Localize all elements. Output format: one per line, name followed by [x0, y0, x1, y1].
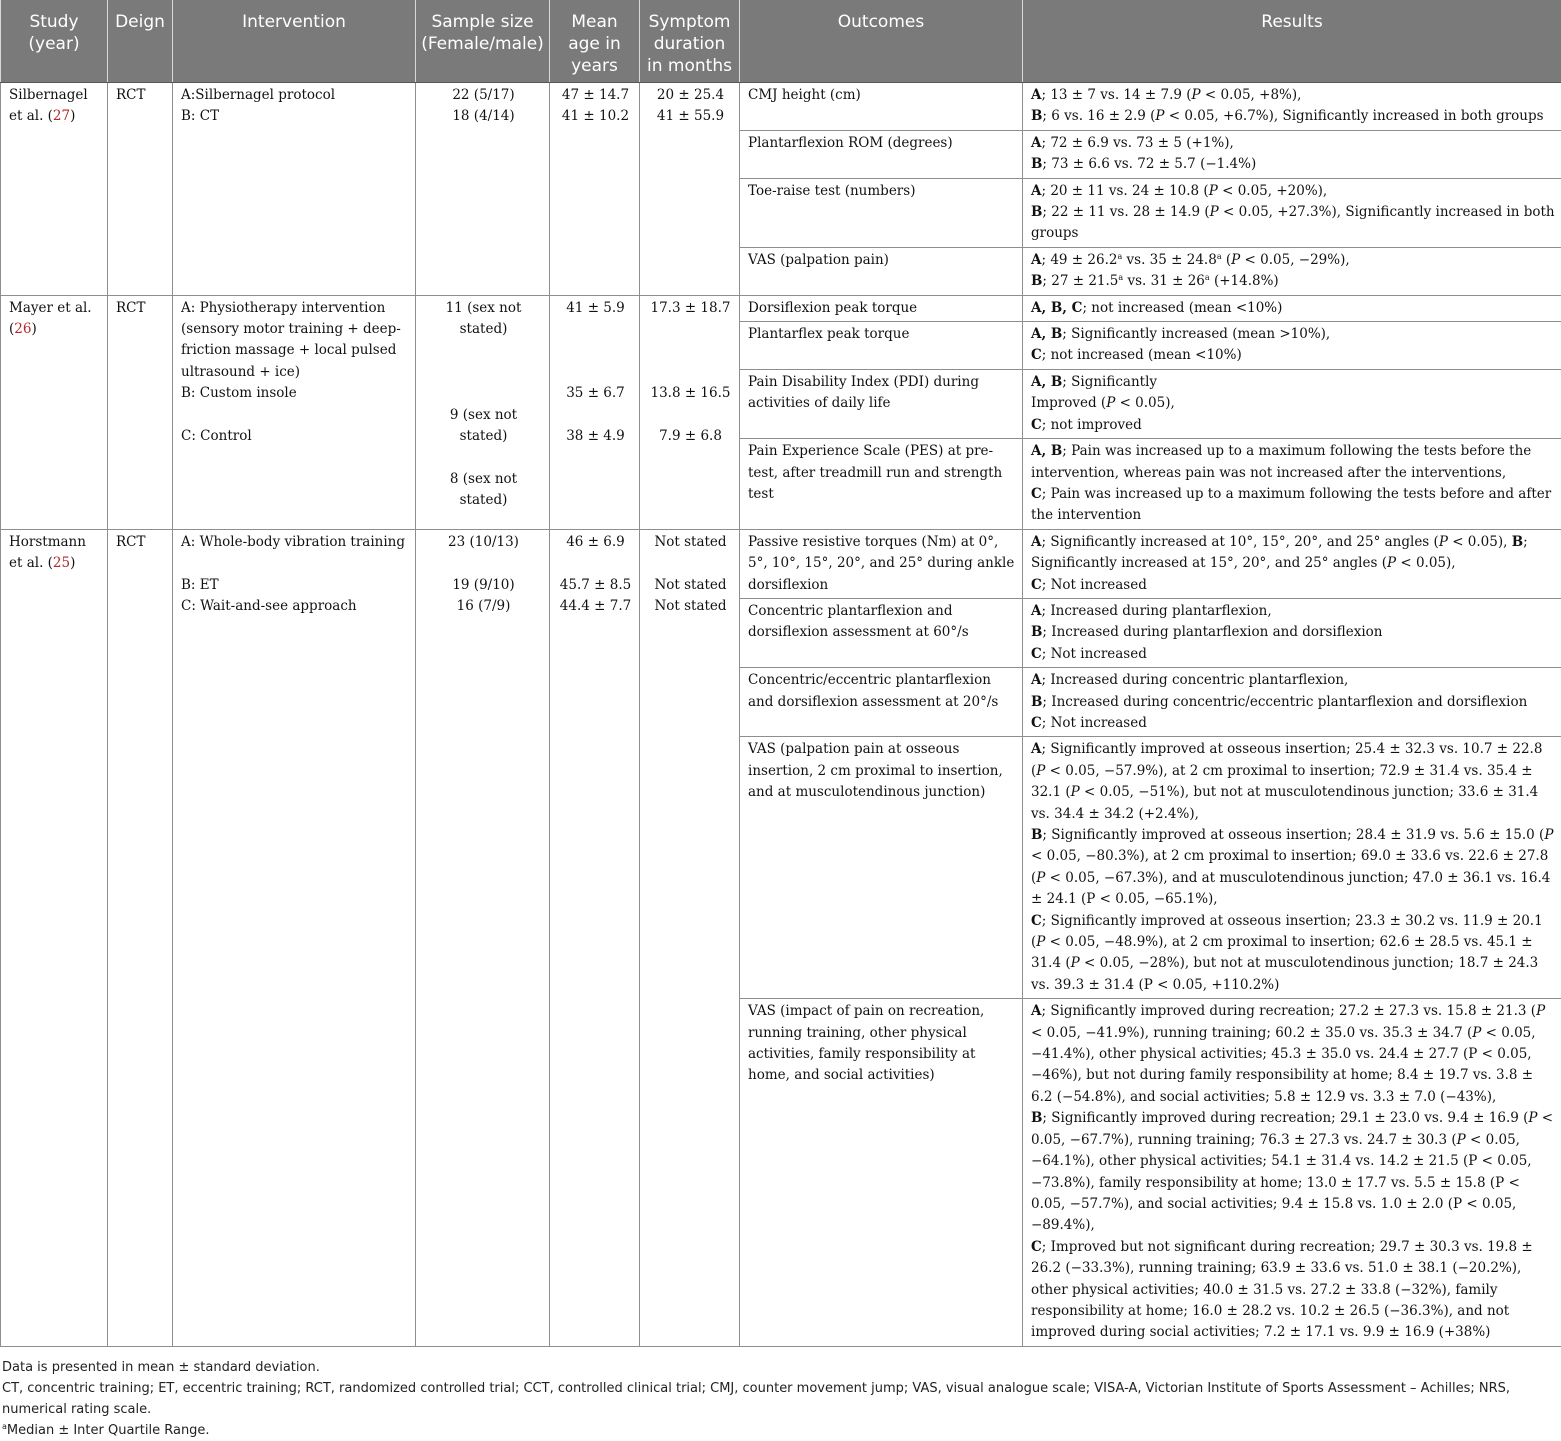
result-text: < 0.05, −57.9%), at 2 cm proximal to insertion; 72.9 ± 31.4 vs. 35.4 ± 32.1 ( — [1031, 763, 1533, 800]
superscript-marker: a — [1217, 252, 1222, 261]
design-value: RCT — [116, 300, 146, 316]
results-cell — [1023, 83, 1561, 131]
header-results: Results — [1023, 0, 1561, 83]
study-name-line — [9, 319, 101, 340]
result-line — [1031, 911, 1555, 997]
sample-size-line — [424, 340, 543, 361]
sample-size-line: 9 (sex not stated) — [424, 405, 543, 448]
result-line — [1031, 324, 1555, 345]
group-label: B — [1031, 156, 1042, 172]
header-symptom-duration: Symptom duration in months — [640, 0, 740, 83]
group-label: A, B — [1031, 374, 1062, 390]
intervention-line — [181, 405, 409, 426]
result-text: ; 20 ± 11 vs. 24 ± 10.8 ( — [1041, 183, 1208, 199]
result-text: ; Significantly improved at osseous insertion; 25.4 ± 32.3 vs. 10.7 ± 22.8 ( — [1031, 741, 1542, 778]
mean-age-line: 46 ± 6.9 — [558, 532, 633, 553]
group-label: C — [1031, 577, 1042, 593]
symptom-duration-line: 7.9 ± 6.8 — [648, 426, 733, 447]
result-text: ; Increased during plantarflexion, — [1041, 603, 1271, 619]
footnote-marker: a — [2, 1422, 7, 1431]
table-footnotes — [0, 1357, 1561, 1441]
outcome-text: Toe-raise test (numbers) — [748, 183, 915, 199]
symptom-duration-line — [648, 553, 733, 574]
p-symbol: P — [1209, 183, 1218, 199]
sample-size-line: 18 (4/14) — [424, 106, 543, 127]
result-text: < 0.05, −67.7%), running training; 76.3 ± 27.3 vs. 24.7 ± 30.3 ( — [1031, 1110, 1553, 1147]
study-name-part: et al. ( — [9, 108, 53, 124]
result-line — [1031, 484, 1555, 527]
symptom-duration-line: Not stated — [648, 532, 733, 553]
results-cell — [1023, 598, 1561, 667]
result-text: ; not increased (mean <10%) — [1082, 300, 1282, 316]
study-cell — [1, 295, 108, 529]
intervention-line — [181, 553, 409, 574]
symptom-duration-line — [648, 405, 733, 426]
result-text: ; 22 ± 11 vs. 28 ± 14.9 ( — [1042, 204, 1209, 220]
result-text: < 0.05), — [1448, 534, 1512, 550]
intervention-line: B: ET — [181, 575, 409, 596]
outcome-cell — [740, 439, 1023, 530]
result-text: ; not improved — [1042, 417, 1142, 433]
p-symbol: P — [1457, 1132, 1466, 1148]
outcome-text: Dorsiflexion peak torque — [748, 300, 917, 316]
result-line — [1031, 154, 1555, 175]
sample-size-line: 8 (sex not stated) — [424, 469, 543, 512]
group-label: A — [1031, 534, 1041, 550]
result-text: ; Not increased — [1042, 577, 1147, 593]
result-text: ; Significantly improved during recreation; 27.2 ± 27.3 vs. 15.8 ± 21.3 ( — [1041, 1003, 1536, 1019]
intervention-line: (sensory motor training + deep- — [181, 319, 409, 340]
p-symbol: P — [1231, 252, 1240, 268]
result-text: < 0.05, −51%), but not at musculotendinous junction; 33.6 ± 31.4 vs. 34.4 ± 34.2 (+2.4%), — [1031, 784, 1538, 821]
intervention-cell — [173, 295, 416, 529]
result-line — [1031, 85, 1555, 106]
result-line — [1031, 713, 1555, 734]
outcome-cell — [740, 322, 1023, 370]
mean-age-cell — [550, 83, 640, 296]
results-cell — [1023, 668, 1561, 737]
result-text: ; 13 ± 7 vs. 14 ± 7.9 ( — [1041, 87, 1191, 103]
result-text: < 0.05, +20%), — [1218, 183, 1327, 199]
result-line — [1031, 106, 1555, 127]
footnote-median-iqr: $^a$Median ± Inter Quartile Range. — [2, 1420, 1561, 1441]
symptom-duration-cell — [640, 83, 740, 296]
sample-size-line: 19 (9/10) — [424, 575, 543, 596]
mean-age-line: 41 ± 5.9 — [558, 298, 633, 319]
result-line — [1031, 345, 1555, 366]
result-text: ; not increased (mean <10%) — [1042, 347, 1242, 363]
group-label: A, B — [1031, 443, 1062, 459]
mean-age-line — [558, 319, 633, 340]
group-label: B — [1031, 273, 1042, 289]
study-name-part: ( — [9, 321, 14, 337]
sample-size-line: 23 (10/13) — [424, 532, 543, 553]
group-label: C — [1031, 486, 1042, 502]
study-name-line: Silbernagel — [9, 85, 101, 106]
result-text: ; Significantly increased (mean >10%), — [1062, 326, 1330, 342]
result-text: < 0.05, −67.3%), and at musculotendinous junction; 47.0 ± 36.1 vs. 16.4 ± 24.1 (P < 0.05, −65.1%), — [1031, 870, 1550, 907]
intervention-line: ultrasound + ice) — [181, 362, 409, 383]
table-row — [1, 83, 1561, 131]
result-line — [1031, 298, 1555, 319]
outcome-text: Pain Experience Scale (PES) at pre-test, after treadmill run and strength test — [748, 443, 1002, 502]
sample-size-cell — [416, 295, 550, 529]
mean-age-line — [558, 340, 633, 361]
group-label: B — [1031, 624, 1042, 640]
reference-link[interactable]: 26 — [14, 321, 31, 337]
paren-close: ) — [70, 555, 75, 571]
outcome-text: Pain Disability Index (PDI) during activities of daily life — [748, 374, 979, 411]
group-label: C — [1031, 715, 1042, 731]
intervention-line: A: Whole-body vibration training — [181, 532, 409, 553]
sample-size-line — [424, 447, 543, 468]
sample-size-line — [424, 383, 543, 404]
result-text: ; Pain was increased up to a maximum following the tests before the intervention, whereas pain was not increased after the interventions, — [1031, 443, 1531, 480]
outcome-text: VAS (palpation pain) — [748, 252, 889, 268]
result-line — [1031, 825, 1555, 911]
p-symbol: P — [1071, 784, 1080, 800]
result-text: < 0.05, −28%), but not at musculotendinous junction; 18.7 ± 24.3 vs. 39.3 ± 31.4 (P < 0.05, +110.2%) — [1031, 955, 1538, 992]
group-label: B — [1512, 534, 1523, 550]
outcome-text: Plantarflexion ROM (degrees) — [748, 135, 953, 151]
p-symbol: P — [1036, 870, 1045, 886]
symptom-duration-cell — [640, 529, 740, 1346]
result-line — [1031, 739, 1555, 825]
result-line — [1031, 1001, 1555, 1108]
p-symbol: P — [1472, 1025, 1481, 1041]
symptom-duration-line: 20 ± 25.4 — [648, 85, 733, 106]
result-text: ; Improved but not significant during recreation; 29.7 ± 30.3 vs. 19.8 ± 26.2 (−33.3%), running training; 63.9 ± 33.6 vs. 51.0 ± 38.1 (−20.2%), other physical activities; 40.0 ± 31.5 vs. 27.2 ± 33.8 (−32%), family responsibility at home; 16.0 ± 28.2 vs. 10.2 ± 26.5 (−36.3%), and not improved during social activities; 7.2 ± 17.1 vs. 9.9 ± 16.9 (+38%) — [1031, 1239, 1533, 1341]
group-label: A — [1031, 672, 1041, 688]
p-symbol: P — [1210, 204, 1219, 220]
group-label: C — [1031, 347, 1042, 363]
p-symbol: P — [1106, 395, 1115, 411]
p-symbol: P — [1387, 555, 1396, 571]
symptom-duration-line — [648, 319, 733, 340]
results-cell — [1023, 130, 1561, 178]
result-text: ; Significantly improved at osseous insertion; 23.3 ± 30.2 vs. 11.9 ± 20.1 ( — [1031, 913, 1543, 950]
sample-size-line: 16 (7/9) — [424, 596, 543, 617]
group-label: A — [1031, 135, 1041, 151]
study-name-line — [9, 106, 101, 127]
p-symbol: P — [1528, 1110, 1537, 1126]
superscript-marker: a — [1117, 252, 1122, 261]
result-text: < 0.05), — [1115, 395, 1175, 411]
group-label: B — [1031, 108, 1042, 124]
paren-close: ) — [70, 108, 75, 124]
group-label: B — [1031, 204, 1042, 220]
outcome-cell — [740, 178, 1023, 247]
results-cell — [1023, 529, 1561, 598]
group-label: A — [1031, 603, 1041, 619]
p-symbol: P — [1071, 955, 1080, 971]
result-text: < 0.05, −80.3%), at 2 cm proximal to insertion; 69.0 ± 33.6 vs. 22.6 ± 27.8 ( — [1031, 848, 1548, 885]
group-label: A — [1031, 252, 1041, 268]
table-row — [1, 529, 1561, 598]
result-line — [1031, 644, 1555, 665]
results-cell — [1023, 999, 1561, 1347]
study-name-line: Mayer et al. — [9, 298, 101, 319]
study-name-line: Horstmann — [9, 532, 101, 553]
design-cell — [108, 529, 173, 1346]
result-text: ; Pain was increased up to a maximum following the tests before and after the intervention — [1031, 486, 1551, 523]
outcome-text: VAS (impact of pain on recreation, running training, other physical activities, family responsibility at home, and social activities) — [748, 1003, 984, 1083]
outcome-cell — [740, 999, 1023, 1347]
result-text: ; Increased during plantarflexion and dorsiflexion — [1042, 624, 1382, 640]
sample-size-line — [424, 553, 543, 574]
table-body — [1, 83, 1561, 1347]
group-label: C — [1031, 417, 1042, 433]
result-text: ; Not increased — [1042, 646, 1147, 662]
group-label: B — [1031, 694, 1042, 710]
group-label: C — [1031, 646, 1042, 662]
result-line — [1031, 250, 1555, 271]
intervention-cell — [173, 83, 416, 296]
group-label: A — [1031, 741, 1041, 757]
group-label: C — [1031, 1239, 1042, 1255]
p-symbol: P — [1536, 1003, 1545, 1019]
symptom-duration-line: 13.8 ± 16.5 — [648, 383, 733, 404]
symptom-duration-line: Not stated — [648, 596, 733, 617]
intervention-line: friction massage + local pulsed — [181, 340, 409, 361]
result-text: ; Increased during concentric/eccentric plantarflexion and dorsiflexion — [1042, 694, 1527, 710]
header-intervention: Intervention — [173, 0, 416, 83]
result-line — [1031, 692, 1555, 713]
p-symbol: P — [1036, 763, 1045, 779]
result-text: ; Significantly improved at osseous insertion; 28.4 ± 31.9 vs. 5.6 ± 15.0 ( — [1042, 827, 1544, 843]
p-symbol: P — [1192, 87, 1201, 103]
sample-size-line: 11 (sex not stated) — [424, 298, 543, 341]
result-text: < 0.05, −48.9%), at 2 cm proximal to insertion; 62.6 ± 28.5 vs. 45.1 ± 31.4 ( — [1031, 934, 1533, 971]
symptom-duration-line: 17.3 ± 18.7 — [648, 298, 733, 319]
result-text: Improved ( — [1031, 395, 1106, 411]
results-cell — [1023, 247, 1561, 295]
symptom-duration-line — [648, 340, 733, 361]
outcome-cell — [740, 130, 1023, 178]
group-label: A — [1031, 1003, 1041, 1019]
result-text: < 0.05, −29%), — [1240, 252, 1349, 268]
outcome-text: Concentric/eccentric plantarflexion and dorsiflexion assessment at 20°/s — [748, 672, 998, 709]
header-row — [1, 0, 1561, 83]
result-line — [1031, 1237, 1555, 1344]
group-label: C — [1031, 913, 1042, 929]
result-text: < 0.05, +27.3%), Significantly increased in both groups — [1031, 204, 1555, 241]
symptom-duration-line: Not stated — [648, 575, 733, 596]
sample-size-cell — [416, 529, 550, 1346]
p-symbol: P — [1544, 827, 1553, 843]
p-symbol: P — [1036, 934, 1045, 950]
result-text: ; Increased during concentric plantarflexion, — [1041, 672, 1348, 688]
result-line — [1031, 415, 1555, 436]
table-row — [1, 295, 1561, 321]
outcome-cell — [740, 247, 1023, 295]
result-text: < 0.05, +6.7%), Significantly increased in both groups — [1164, 108, 1543, 124]
result-line — [1031, 1108, 1555, 1236]
result-text: < 0.05, −41.4%), other physical activities; 45.3 ± 35.0 vs. 24.4 ± 27.7 (P < 0.05, −46%), but not during family responsibility at home; 8.4 ± 19.7 vs. 3.8 ± 6.2 (−54.8%), and social activities; 5.8 ± 12.9 vs. 3.3 ± 7.0 (−43%), — [1031, 1025, 1536, 1105]
group-label: A — [1031, 183, 1041, 199]
study-name-line — [9, 553, 101, 574]
mean-age-line — [558, 405, 633, 426]
header-design: Deign — [108, 0, 173, 83]
design-value: RCT — [116, 534, 146, 550]
p-symbol: P — [1439, 534, 1448, 550]
result-text: ; 6 vs. 16 ± 2.9 ( — [1042, 108, 1155, 124]
outcome-text: Plantarflex peak torque — [748, 326, 909, 342]
result-text: ; Significantly — [1062, 374, 1157, 390]
outcome-cell — [740, 737, 1023, 999]
result-text: ; 27 ± 21.5$^a$ vs. $31 \pm 26^a$ (+14.8%) — [1042, 273, 1278, 289]
mean-age-line: 44.4 ± 7.7 — [558, 596, 633, 617]
superscript-marker: a — [1205, 273, 1210, 282]
outcome-cell — [740, 295, 1023, 321]
result-line — [1031, 372, 1555, 393]
outcome-cell — [740, 529, 1023, 598]
study-cell — [1, 529, 108, 1346]
footnote-mean-sd: Data is presented in mean ± standard deviation. — [2, 1357, 1561, 1378]
results-cell — [1023, 439, 1561, 530]
group-label: A, B, C — [1031, 300, 1082, 316]
design-cell — [108, 295, 173, 529]
superscript-marker: a — [1118, 273, 1123, 282]
result-line — [1031, 202, 1555, 245]
result-line — [1031, 575, 1555, 596]
intervention-line: C: Control — [181, 426, 409, 447]
result-line — [1031, 181, 1555, 202]
group-label: A, B — [1031, 326, 1062, 342]
symptom-duration-line — [648, 362, 733, 383]
result-line — [1031, 532, 1555, 575]
result-text: ; Not increased — [1042, 715, 1147, 731]
result-line — [1031, 393, 1555, 414]
sample-size-line — [424, 362, 543, 383]
intervention-line: C: Wait-and-see approach — [181, 596, 409, 617]
intervention-line: A: Physiotherapy intervention — [181, 298, 409, 319]
result-text: < 0.05), — [1396, 555, 1456, 571]
outcome-text: VAS (palpation pain at osseous insertion, 2 cm proximal to insertion, and at musculotendinous junction) — [748, 741, 1003, 800]
study-name-part: et al. ( — [9, 555, 53, 571]
mean-age-line: 47 ± 14.7 — [558, 85, 633, 106]
result-line — [1031, 670, 1555, 691]
paren-close: ) — [31, 321, 36, 337]
mean-age-line: 41 ± 10.2 — [558, 106, 633, 127]
outcome-cell — [740, 369, 1023, 438]
mean-age-line: 38 ± 4.9 — [558, 426, 633, 447]
mean-age-cell — [550, 295, 640, 529]
symptom-duration-line: 41 ± 55.9 — [648, 106, 733, 127]
result-text: ; Significantly increased at 15°, 20°, and 25° angles ( — [1031, 534, 1528, 571]
mean-age-line — [558, 362, 633, 383]
outcome-text: Passive resistive torques (Nm) at 0°, 5°, 10°, 15°, 20°, and 25° during ankle dorsiflexion — [748, 534, 1014, 593]
sample-size-cell — [416, 83, 550, 296]
intervention-line: A:Silbernagel protocol — [181, 85, 409, 106]
result-text: ; 73 ± 6.6 vs. 72 ± 5.7 (−1.4%) — [1042, 156, 1256, 172]
results-cell — [1023, 737, 1561, 999]
result-text: < 0.05, −64.1%), other physical activities; 54.1 ± 31.4 vs. 14.2 ± 21.5 (P < 0.05, −73.8%), family responsibility at home; 13.0 ± 17.7 vs. 5.5 ± 15.8 (P < 0.05, −57.7%), and social activities; 9.4 ± 15.8 vs. 1.0 ± 2.0 (P < 0.05, −89.4%), — [1031, 1132, 1532, 1234]
header-outcomes: Outcomes — [740, 0, 1023, 83]
intervention-line: B: Custom insole — [181, 383, 409, 404]
outcome-cell — [740, 83, 1023, 131]
results-cell — [1023, 369, 1561, 438]
mean-age-line: 35 ± 6.7 — [558, 383, 633, 404]
result-line — [1031, 441, 1555, 484]
header-study: Study (year) — [1, 0, 108, 83]
result-line — [1031, 133, 1555, 154]
result-text: < 0.05, +8%), — [1201, 87, 1302, 103]
symptom-duration-cell — [640, 295, 740, 529]
results-cell — [1023, 178, 1561, 247]
outcome-text: Concentric plantarflexion and dorsiflexion assessment at 60°/s — [748, 603, 969, 640]
result-text: ; Significantly improved during recreation; 29.1 ± 23.0 vs. 9.4 ± 16.9 ( — [1042, 1110, 1528, 1126]
intervention-line: B: CT — [181, 106, 409, 127]
mean-age-line: 45.7 ± 8.5 — [558, 575, 633, 596]
reference-link[interactable]: 25 — [53, 555, 70, 571]
results-cell — [1023, 322, 1561, 370]
outcome-cell — [740, 668, 1023, 737]
group-label: A — [1031, 87, 1041, 103]
p-symbol: P — [1155, 108, 1164, 124]
footnote-abbreviations: CT, concentric training; ET, eccentric training; RCT, randomized controlled trial; CCT, controlled clinical trial; CMJ, counter movement jump; VAS, visual analogue scale; VISA-A, Victorian Institute of Sports Assessment – Achilles; NRS, numerical rating scale. — [2, 1378, 1561, 1420]
design-value: RCT — [116, 87, 146, 103]
result-text: ; 72 ± 6.9 vs. 73 ± 5 (+1%), — [1041, 135, 1233, 151]
sample-size-line: 22 (5/17) — [424, 85, 543, 106]
reference-link[interactable]: 27 — [53, 108, 70, 124]
header-mean-age: Mean age in years — [550, 0, 640, 83]
result-text: < 0.05, −41.9%), running training; 60.2 ± 35.0 vs. 35.3 ± 34.7 ( — [1031, 1025, 1472, 1041]
group-label: B — [1031, 827, 1042, 843]
result-line — [1031, 622, 1555, 643]
result-line — [1031, 601, 1555, 622]
result-line — [1031, 271, 1555, 292]
design-cell — [108, 83, 173, 296]
result-text: ; Significantly increased at 10°, 15°, 20°, and 25° angles ( — [1041, 534, 1438, 550]
study-cell — [1, 83, 108, 296]
outcome-cell — [740, 598, 1023, 667]
header-sample-size: Sample size (Female/male) — [416, 0, 550, 83]
outcome-text: CMJ height (cm) — [748, 87, 861, 103]
mean-age-cell — [550, 529, 640, 1346]
result-text: ; 49 ± 26.2$^a$ vs. 35 ± 24.8$^a$ ( — [1041, 252, 1231, 268]
intervention-cell — [173, 529, 416, 1346]
results-cell — [1023, 295, 1561, 321]
mean-age-line — [558, 553, 633, 574]
group-label: B — [1031, 1110, 1042, 1126]
